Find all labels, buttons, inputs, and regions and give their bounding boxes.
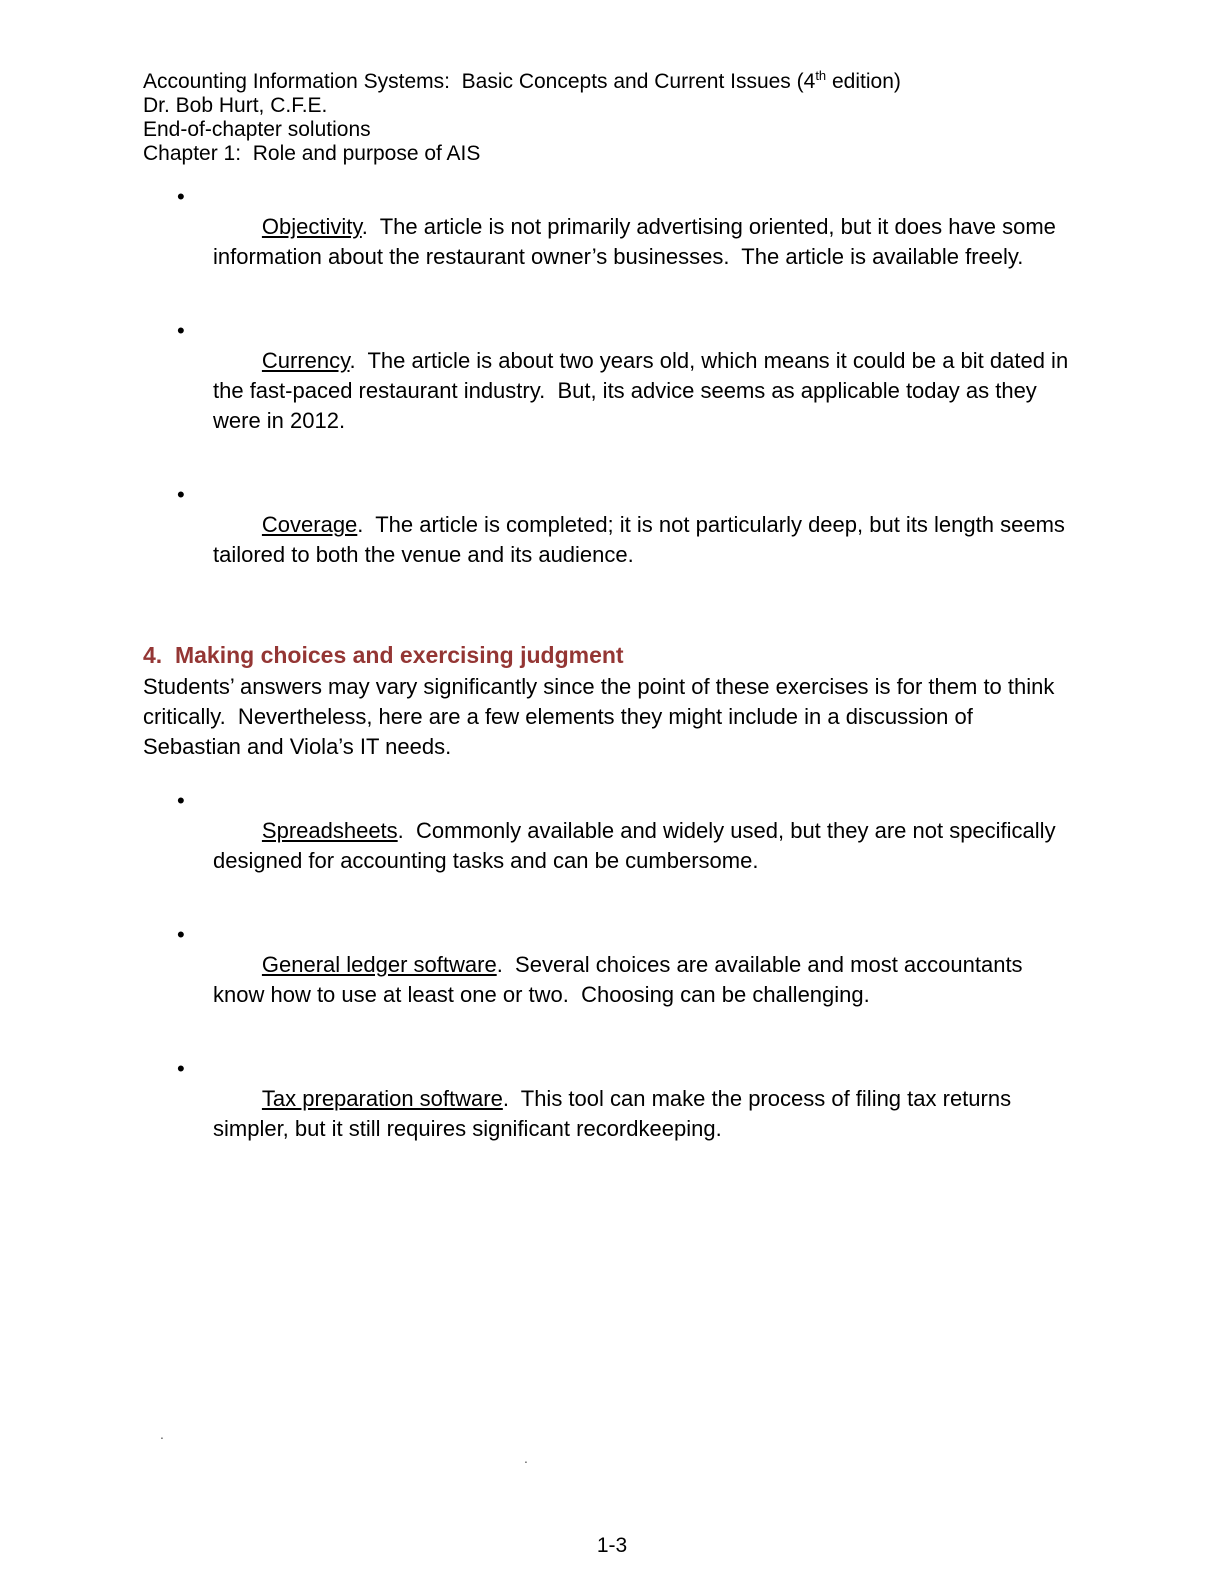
header-title-prefix: Accounting Information Systems: Basic Concepts and Current Issues (4	[143, 70, 816, 93]
list-item	[143, 786, 1074, 906]
bullet-text: . The article is completed; it is not particularly deep, but its length seems tailored to both the venue and its audience.	[213, 512, 1072, 567]
list-item	[143, 182, 1074, 302]
bullet-marker: •	[177, 1056, 185, 1081]
bullet-text: . Commonly available and widely used, but they are not specifically designed for accounting tasks and can be cumbersome.	[213, 818, 1062, 873]
bullet-text: . The article is about two years old, which means it could be a bit dated in the fast-paced restaurant industry. But, its advice seems as applicable today as they were in 2012.	[213, 348, 1075, 433]
bullet-term: Currency	[261, 348, 350, 373]
bullet-marker: •	[177, 482, 185, 507]
bullet-marker: •	[177, 184, 185, 209]
list-item	[143, 480, 1074, 600]
document-header	[143, 70, 1074, 166]
stray-mark: .	[524, 1450, 528, 1466]
bullet-term: Tax preparation software	[261, 1086, 503, 1111]
list-item	[143, 1054, 1074, 1174]
header-solutions-line: End-of-chapter solutions	[143, 118, 371, 141]
bullet-marker: •	[177, 922, 185, 947]
section-intro-paragraph: Students’ answers may vary significantly since the point of these exercises is for them to think critically. Nevertheless, here are a few elements they might include in a discussion of Sebastian and Viola’s IT needs.	[143, 674, 1061, 759]
section-heading: 4. Making choices and exercising judgment	[143, 642, 624, 668]
bullet-marker: •	[177, 318, 185, 343]
bullet-term: Coverage	[261, 512, 358, 537]
bullet-text: . This tool can make the process of filing tax returns simpler, but it still requires significant recordkeeping.	[213, 1086, 1018, 1141]
header-title-superscript: th	[815, 68, 827, 83]
header-title-suffix: edition)	[826, 70, 901, 93]
bullet-term: Objectivity	[261, 214, 362, 239]
bullet-text: . Several choices are available and most accountants know how to use at least one or two. Choosing can be challenging.	[213, 952, 1029, 1007]
it-options-bullet-list	[143, 786, 1074, 1174]
bullet-term: General ledger software	[261, 952, 497, 977]
bullet-text: . The article is not primarily advertising oriented, but it does have some information about the restaurant owner’s businesses. The article is available freely.	[213, 214, 1063, 269]
criteria-bullet-list	[143, 182, 1074, 600]
bullet-term: Spreadsheets	[261, 818, 398, 843]
bullet-marker: •	[177, 788, 185, 813]
header-chapter-line: Chapter 1: Role and purpose of AIS	[143, 142, 481, 165]
header-author-line: Dr. Bob Hurt, C.F.E.	[143, 94, 328, 117]
header-title-line	[143, 70, 1074, 94]
page-number: 1-3	[596, 1534, 628, 1557]
list-item	[143, 316, 1074, 466]
list-item	[143, 920, 1074, 1040]
stray-mark: .	[160, 1426, 164, 1442]
